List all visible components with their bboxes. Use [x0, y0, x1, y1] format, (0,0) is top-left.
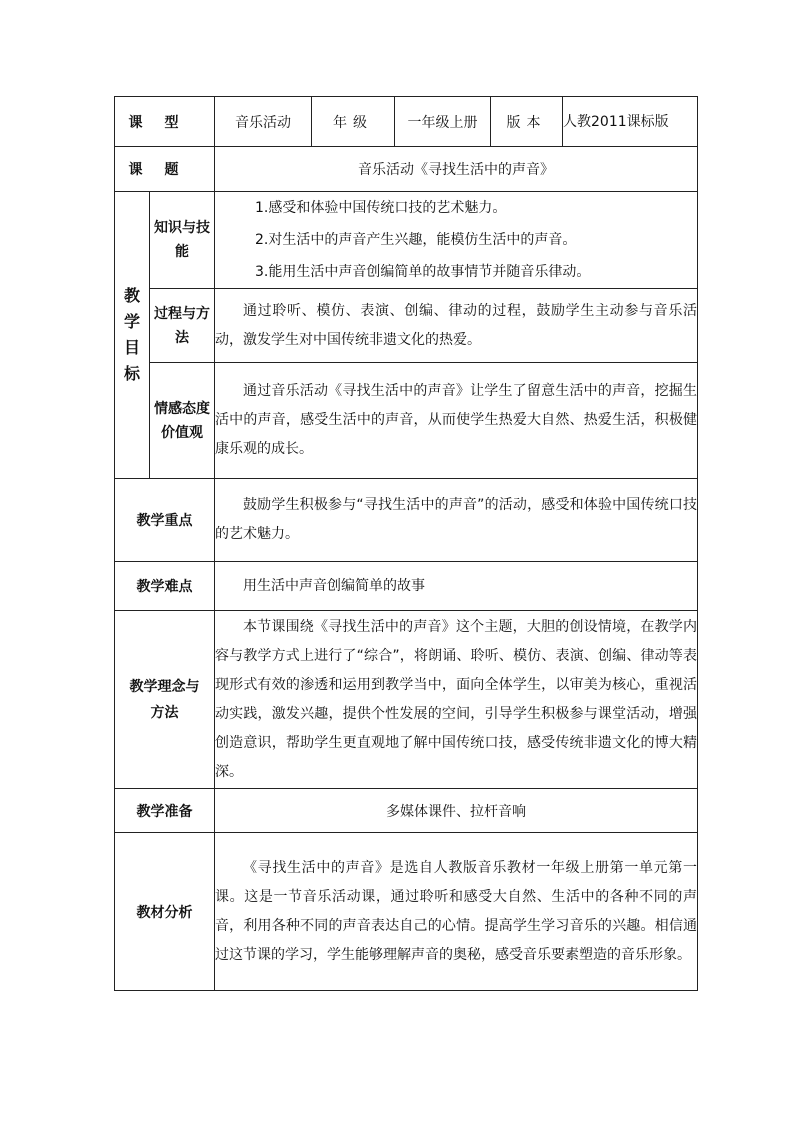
analysis-label: 教材分析: [115, 833, 215, 991]
lesson-type-label: 课型: [115, 97, 215, 147]
lesson-type-value: 音乐活动: [215, 97, 312, 147]
topic-row: [115, 147, 698, 192]
preparation-label: 教学准备: [115, 789, 215, 833]
difficulty-row: [115, 562, 698, 611]
process-method-text: 通过聆听、模仿、表演、创编、律动的过程，鼓励学生主动参与音乐活动，激发学生对中国传统非遗文化的热爱。: [215, 289, 698, 363]
goal-emotion-row: [115, 363, 698, 479]
preparation-text: 多媒体课件、拉杆音响: [215, 789, 698, 833]
knowledge-item: 1.感受和体验中国传统口技的艺术魅力。: [255, 200, 507, 216]
knowledge-skills-content: [215, 192, 698, 289]
key-point-label: 教学重点: [115, 479, 215, 562]
grade-label: 年级: [312, 97, 395, 147]
philosophy-row: [115, 611, 698, 789]
emotion-values-text: 通过音乐活动《寻找生活中的声音》让学生了留意生活中的声音，挖掘生活中的声音，感受生活中的声音，从而使学生热爱大自然、热爱生活，积极健康乐观的成长。: [215, 363, 698, 479]
key-point-row: [115, 479, 698, 562]
goals-label-char: 学: [123, 312, 140, 331]
edition-label: 版本: [491, 97, 563, 147]
topic-label: 课题: [115, 147, 215, 192]
header-row: [115, 97, 698, 147]
philosophy-label: 教学理念与方法: [115, 611, 215, 789]
process-method-label: 过程与方法: [150, 289, 215, 363]
knowledge-item: 2.对生活中的声音产生兴趣，能模仿生活中的声音。: [255, 232, 577, 248]
knowledge-skills-label: 知识与技能: [150, 192, 215, 289]
goal-process-row: [115, 289, 698, 363]
difficulty-text: 用生活中声音创编简单的故事: [215, 562, 698, 611]
difficulty-label: 教学难点: [115, 562, 215, 611]
goals-label-char: 教: [123, 286, 140, 305]
lesson-plan-table: [114, 96, 698, 991]
goals-label-char: 标: [123, 364, 140, 383]
goal-knowledge-row: [115, 192, 698, 289]
teaching-goals-label: [115, 192, 150, 479]
analysis-row: [115, 833, 698, 991]
knowledge-item: 3.能用生活中声音创编简单的故事情节并随音乐律动。: [255, 264, 591, 280]
topic-value: 音乐活动《寻找生活中的声音》: [215, 147, 698, 192]
emotion-values-label: 情感态度价值观: [150, 363, 215, 479]
grade-value: 一年级上册: [395, 97, 491, 147]
goals-label-char: 目: [123, 338, 140, 357]
key-point-text: 鼓励学生积极参与“寻找生活中的声音”的活动，感受和体验中国传统口技的艺术魅力。: [215, 479, 698, 562]
edition-value: 人教2011课标版: [563, 97, 698, 147]
analysis-text: 《寻找生活中的声音》是选自人教版音乐教材一年级上册第一单元第一课。这是一节音乐活动课，通过聆听和感受大自然、生活中的各种不同的声音，利用各种不同的声音表达自己的心情。提高学生学习音乐的兴趣。相信通过这节课的学习，学生能够理解声音的奥秘，感受音乐要素塑造的音乐形象。: [215, 833, 698, 991]
philosophy-text: 本节课围绕《寻找生活中的声音》这个主题，大胆的创设情境，在教学内容与教学方式上进行了“综合”，将朗诵、聆听、模仿、表演、创编、律动等表现形式有效的渗透和运用到教学当中，面向全体学生，以审美为核心，重视活动实践，激发兴趣，提供个性发展的空间，引导学生积极参与课堂活动，增强创造意识，帮助学生更直观地了解中国传统口技，感受传统非遗文化的博大精深。: [215, 611, 698, 789]
preparation-row: [115, 789, 698, 833]
